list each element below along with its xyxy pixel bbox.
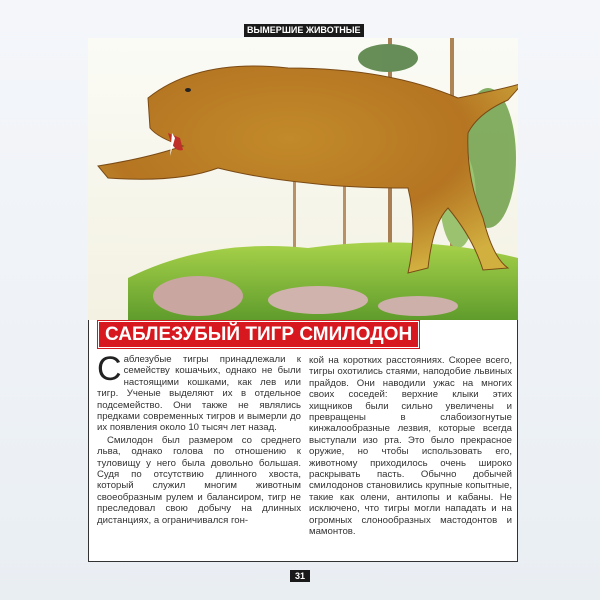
section-label: ВЫМЕРШИЕ ЖИВОТНЫЕ: [244, 24, 364, 37]
page-number: 31: [290, 570, 310, 582]
smilodon-illustration: [88, 38, 518, 320]
paragraph-intro-text: аблезубые тигры принадлежали к семейству кошачьих, однако не были настоящими кошками, как лев или тигр. Ученые выделяют их в отдельное подсемейство. Они также не являлись предками современных тигров и вымерли до их появления около 10 тысяч лет назад.: [97, 354, 301, 434]
paragraph-continued: кой на коротких расстояниях. Скорее всего, тигры охотились стаями, наподобие львиных прайдов. Они наводили ужас на многих своих соседей: верхние клыки этих хищников были сильно увеличены и превращены в слабоизогнутые кинжалообразные лезвия, которые всегда выступали изо рта. Это было прекрасное оружие, но чтобы использовать его, животному приходилось очень широко раскрывать пасть. Обычно добычей смилодонов становились крупные копытные, такие как олени, антилопы и кабаны. Не исключено, что тигры могли нападать и на огромных слонообразных мастодонтов и мамонтов.: [309, 355, 512, 538]
article-title: САБЛЕЗУБЫЙ ТИГР СМИЛОДОН: [98, 321, 419, 348]
text-column-right: [309, 355, 512, 538]
drop-cap: С: [97, 350, 122, 388]
paragraph-intro: [97, 350, 301, 434]
text-column-left: [97, 350, 301, 526]
illustration-art: [88, 38, 518, 320]
paragraph-second: Смилодон был размером со среднего льва, однако голова по отношению к туловищу у него была довольно большая. Судя по отсутствию длинного хвоста, который служил многим животным своеобразным рулем и балансиром, тигр не преследовал свою добычу на длинных дистанциях, а ограничивался гон-: [97, 434, 301, 526]
